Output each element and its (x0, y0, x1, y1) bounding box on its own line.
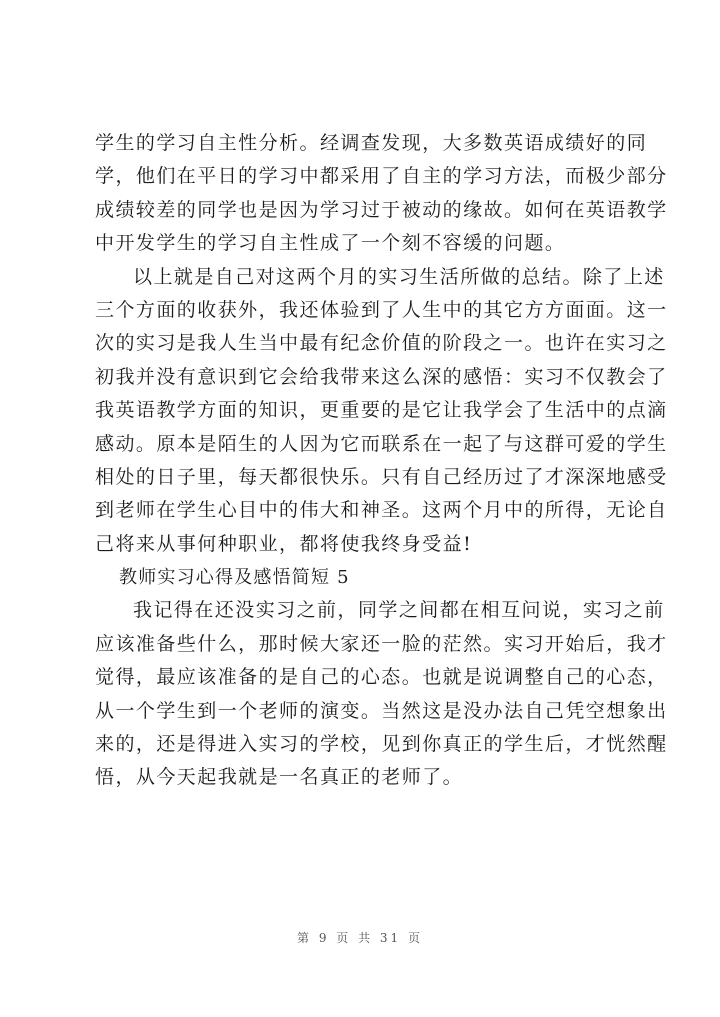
paragraph (95, 261, 668, 562)
text-line: 学生的学习自主性分析。经调查发现，大多数英语成绩好的同 (95, 132, 648, 154)
text-line: 成绩较差的同学也是因为学习过于被动的缘故。如何在英语教学 (95, 198, 668, 221)
text-line: 我英语教学方面的知识，更重要的是它让我学会了生活中的点滴 (95, 399, 668, 422)
text-line: 悟，从今天起我就是一名真正的老师了。 (95, 766, 464, 789)
text-line: 到老师在学生心目中的伟大和神圣。这两个月中的所得，无论自 (95, 499, 668, 522)
text-line: 我记得在还没实习之前，同学之间都在相互问说，实习之前 (133, 599, 665, 622)
text-line: 三个方面的收获外，我还体验到了人生中的其它方方面面。这一 (95, 298, 668, 321)
paragraph (95, 594, 668, 794)
text-line: 感动。原本是陌生的人因为它而联系在一起了与这群可爱的学生 (95, 432, 668, 455)
text-line: 相处的日子里，每天都很快乐。只有自己经历过了才深深地感受 (95, 465, 668, 488)
page-number-footer: 第 9 页 共 31 页 (297, 931, 423, 945)
text-line: 次的实习是我人生当中最有纪念价值的阶段之一。也许在实习之 (95, 332, 668, 355)
paragraph (95, 127, 668, 261)
text-line: 来的，还是得进入实习的学校，见到你真正的学生后，才恍然醒 (95, 733, 668, 756)
text-line: 初我并没有意识到它会给我带来这么深的感悟：实习不仅教会了 (95, 365, 668, 388)
text-line: 以上就是自己对这两个月的实习生活所做的总结。除了上述 (133, 265, 665, 288)
text-line: 己将来从事何种职业，都将使我终身受益! (95, 532, 473, 555)
text-line: 中开发学生的学习自主性成了一个刻不容缓的问题。 (95, 232, 566, 255)
document-body (95, 127, 668, 795)
text-line: 学，他们在平日的学习中都采用了自主的学习方法，而极少部分 (95, 165, 668, 188)
section-heading: 教师实习心得及感悟简短 5 (119, 567, 350, 589)
text-line: 应该准备些什么，那时候大家还一脸的茫然。实习开始后，我才 (95, 632, 668, 655)
text-line: 从一个学生到一个老师的演变。当然这是没办法自己凭空想象出 (95, 699, 668, 722)
text-line: 觉得，最应该准备的是自己的心态。也就是说调整自己的心态， (95, 666, 668, 689)
